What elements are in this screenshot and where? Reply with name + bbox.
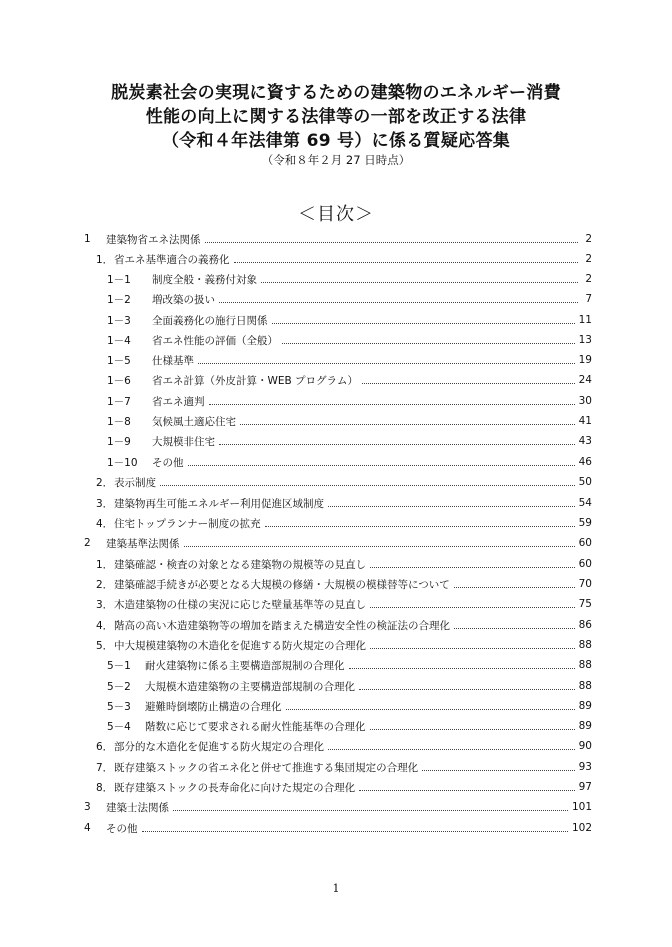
toc-entry[interactable] (107, 370, 592, 390)
toc-entry[interactable] (96, 736, 592, 756)
dot-leader (205, 229, 579, 249)
toc-entry[interactable] (84, 797, 592, 817)
toc-entry-label: 制度全般・義務付対象 (152, 273, 257, 286)
dot-leader (282, 330, 575, 350)
dot-leader (454, 574, 575, 594)
dot-leader (328, 493, 575, 513)
toc-entry-number: 5－1 (107, 659, 131, 672)
toc-entry-label: その他 (152, 456, 184, 469)
toc-entry[interactable] (96, 249, 592, 269)
toc-entry-label: 建築確認手続きが必要となる大規模の修繕・大規模の模様替等について (114, 578, 450, 591)
toc-entry-number: 5－2 (107, 680, 131, 693)
toc-entry-number: 5－3 (107, 700, 131, 713)
toc-entry[interactable] (107, 676, 592, 696)
toc-entry-page: 13 (578, 334, 592, 346)
dot-leader (370, 594, 575, 614)
toc-entry-number: 3． (96, 497, 114, 510)
toc-entry-label: 避難時倒壊防止構造の合理化 (145, 700, 282, 713)
toc-entry-label: その他 (106, 822, 138, 835)
toc-entry[interactable] (107, 310, 592, 330)
toc-entry-number: 1． (96, 253, 114, 266)
toc-entry-page: 43 (578, 435, 592, 447)
toc-entry-page: 7 (585, 293, 592, 305)
toc-entry-number: 1－5 (107, 354, 131, 367)
toc-entry[interactable] (107, 330, 592, 350)
toc-entry-number: 2． (96, 476, 114, 489)
title-line-1: 脱炭素社会の実現に資するための建築物のエネルギー消費 (111, 83, 561, 103)
toc-entry-label: 階高の高い木造建築物等の増加を踏まえた構造安全性の検証法の合理化 (114, 619, 450, 632)
dot-leader (272, 310, 575, 330)
toc-entry-page: 88 (578, 659, 592, 671)
toc-entry-label: 全面義務化の施行日関係 (152, 314, 268, 327)
toc-entry-number: 1－6 (107, 374, 131, 387)
dot-leader (219, 289, 578, 309)
toc-entry-page: 41 (578, 415, 592, 427)
toc-entry-number: 6． (96, 740, 114, 753)
dot-leader (173, 797, 568, 817)
toc-entry[interactable] (107, 411, 592, 431)
toc-entry-number: 4 (84, 822, 91, 834)
toc-entry-label: 気候風土適応住宅 (152, 415, 236, 428)
toc-entry-page: 2 (585, 273, 592, 285)
toc-entry-label: 建築物省エネ法関係 (106, 233, 201, 246)
dot-leader (265, 513, 575, 533)
toc-entry-page: 2 (585, 233, 592, 245)
toc-entry-number: 8． (96, 781, 114, 794)
toc-entry[interactable] (96, 513, 592, 533)
toc-entry-label: 仕様基準 (152, 354, 194, 367)
toc-entry-number: 3． (96, 598, 114, 611)
toc-entry-label: 大規模非住宅 (152, 435, 215, 448)
toc-entry-number: 1． (96, 558, 114, 571)
toc-entry[interactable] (96, 635, 592, 655)
toc-entry-label: 建築確認・検査の対象となる建築物の規模等の見直し (114, 558, 366, 571)
toc-entry-number: 5－4 (107, 720, 131, 733)
toc-entry-label: 耐火建築物に係る主要構造部規制の合理化 (145, 659, 345, 672)
toc-entry-number: 5． (96, 639, 114, 652)
toc-entry-page: 2 (585, 253, 592, 265)
toc-entry-page: 24 (578, 374, 592, 386)
toc-entry[interactable] (107, 655, 592, 675)
page-number: 1 (332, 882, 340, 895)
toc-entry-page: 88 (578, 639, 592, 651)
toc-entry[interactable] (84, 229, 592, 249)
toc-entry-number: 1－2 (107, 293, 131, 306)
dot-leader (219, 431, 575, 451)
toc-entry[interactable] (107, 289, 592, 309)
toc-entry-label: 省エネ適判 (152, 395, 205, 408)
toc-entry-label: 建築士法関係 (106, 801, 169, 814)
toc-entry-page: 50 (578, 476, 592, 488)
toc-entry-number: 1－8 (107, 415, 131, 428)
toc-entry[interactable] (107, 269, 592, 289)
toc-entry-label: 省エネ基準適合の義務化 (114, 253, 230, 266)
toc-entry[interactable] (96, 493, 592, 513)
toc-entry-label: 部分的な木造化を促進する防火規定の合理化 (114, 740, 324, 753)
toc-entry-page: 60 (578, 558, 592, 570)
toc-entry-label: 中大規模建築物の木造化を促進する防火規定の合理化 (114, 639, 366, 652)
toc-entry-label: 省エネ計算（外皮計算・WEB プログラム） (152, 374, 358, 387)
toc-entry-label: 階数に応じて要求される耐火性能基準の合理化 (145, 720, 366, 733)
toc-entry[interactable] (96, 554, 592, 574)
dot-leader (349, 655, 575, 675)
toc-entry-number: 1－4 (107, 334, 131, 347)
toc-entry-label: 建築物再生可能エネルギー利用促進区域制度 (114, 497, 324, 510)
toc-entry-page: 54 (578, 497, 592, 509)
toc-entry[interactable] (107, 431, 592, 451)
toc-entry-label: 増改築の扱い (152, 293, 215, 306)
toc-entry-page: 93 (578, 761, 592, 773)
toc-entry[interactable] (96, 574, 592, 594)
dot-leader (328, 736, 575, 756)
toc-entry-number: 1－10 (107, 456, 138, 469)
toc-entry[interactable] (107, 716, 592, 736)
title-line-3: （令和４年法律第 69 号）に係る質疑応答集 (161, 131, 511, 151)
toc-entry-page: 59 (578, 517, 592, 529)
toc-entry-page: 90 (578, 740, 592, 752)
toc-entry-page: 97 (578, 781, 592, 793)
toc-entry[interactable] (96, 594, 592, 614)
title-line-2: 性能の向上に関する法律等の一部を改正する法律 (145, 107, 527, 127)
toc-entry-label: 住宅トップランナー制度の拡充 (114, 517, 261, 530)
toc-entry[interactable] (107, 696, 592, 716)
toc-entry-page: 30 (578, 395, 592, 407)
toc-entry-number: 2 (84, 537, 91, 549)
toc-entry-number: 1－3 (107, 314, 131, 327)
dot-leader (198, 350, 575, 370)
toc-entry-number: 2． (96, 578, 114, 591)
toc-entry-number: 3 (84, 801, 91, 813)
as-of-date: （令和８年２月 27 日時点） (261, 153, 411, 167)
toc-entry-label: 既存建築ストックの省エネ化と併せて推進する集団規定の合理化 (114, 761, 419, 774)
toc-entry-label: 大規模木造建築物の主要構造部規制の合理化 (145, 680, 355, 693)
toc-entry-label: 省エネ性能の評価（全般） (152, 334, 278, 347)
toc-entry[interactable] (96, 757, 592, 777)
toc-entry-number: 1－9 (107, 435, 131, 448)
toc-entry-number: 1 (84, 233, 91, 245)
toc-entry-page: 89 (578, 700, 592, 712)
dot-leader (362, 370, 575, 390)
toc-entry-label: 既存建築ストックの長寿命化に向けた規定の合理化 (114, 781, 356, 794)
dot-leader (422, 757, 574, 777)
dot-leader (209, 391, 575, 411)
toc-entry-page: 101 (571, 801, 592, 813)
toc-entry-label: 建築基準法関係 (106, 537, 180, 550)
toc-entry-page: 19 (578, 354, 592, 366)
toc-entry[interactable] (96, 777, 592, 797)
dot-leader (142, 818, 568, 838)
toc-entry-page: 86 (578, 619, 592, 631)
toc-entry-page: 11 (578, 314, 592, 326)
dot-leader (286, 696, 575, 716)
toc-entry-page: 88 (578, 680, 592, 692)
toc-entry-page: 89 (578, 720, 592, 732)
toc-entry-page: 75 (578, 598, 592, 610)
toc-entry-page: 70 (578, 578, 592, 590)
toc-entry-page: 60 (578, 537, 592, 549)
dot-leader (370, 554, 575, 574)
dot-leader (234, 249, 579, 269)
dot-leader (240, 411, 575, 431)
dot-leader (261, 269, 578, 289)
dot-leader (370, 635, 575, 655)
toc-entry[interactable] (84, 533, 592, 553)
toc-entry-label: 木造建築物の仕様の実況に応じた壁量基準等の見直し (114, 598, 366, 611)
toc-entry-label: 表示制度 (114, 476, 156, 489)
dot-leader (188, 452, 575, 472)
dot-leader (359, 676, 575, 696)
toc-entry-page: 102 (571, 822, 592, 834)
dot-leader (359, 777, 574, 797)
toc-entry[interactable] (107, 452, 592, 472)
toc-entry[interactable] (107, 391, 592, 411)
toc-entry-page: 46 (578, 456, 592, 468)
dot-leader (160, 472, 575, 492)
toc-entry[interactable] (84, 818, 592, 838)
toc-entry-number: 7． (96, 761, 114, 774)
toc-entry[interactable] (107, 350, 592, 370)
toc-entry-number: 4． (96, 517, 114, 530)
toc-entry-number: 4． (96, 619, 114, 632)
toc-heading: ＜目次＞ (298, 204, 374, 225)
dot-leader (370, 716, 575, 736)
toc-entry[interactable] (96, 615, 592, 635)
toc-entry-number: 1－7 (107, 395, 131, 408)
toc-entry[interactable] (96, 472, 592, 492)
dot-leader (184, 533, 575, 553)
toc-entry-number: 1－1 (107, 273, 131, 286)
dot-leader (454, 615, 575, 635)
